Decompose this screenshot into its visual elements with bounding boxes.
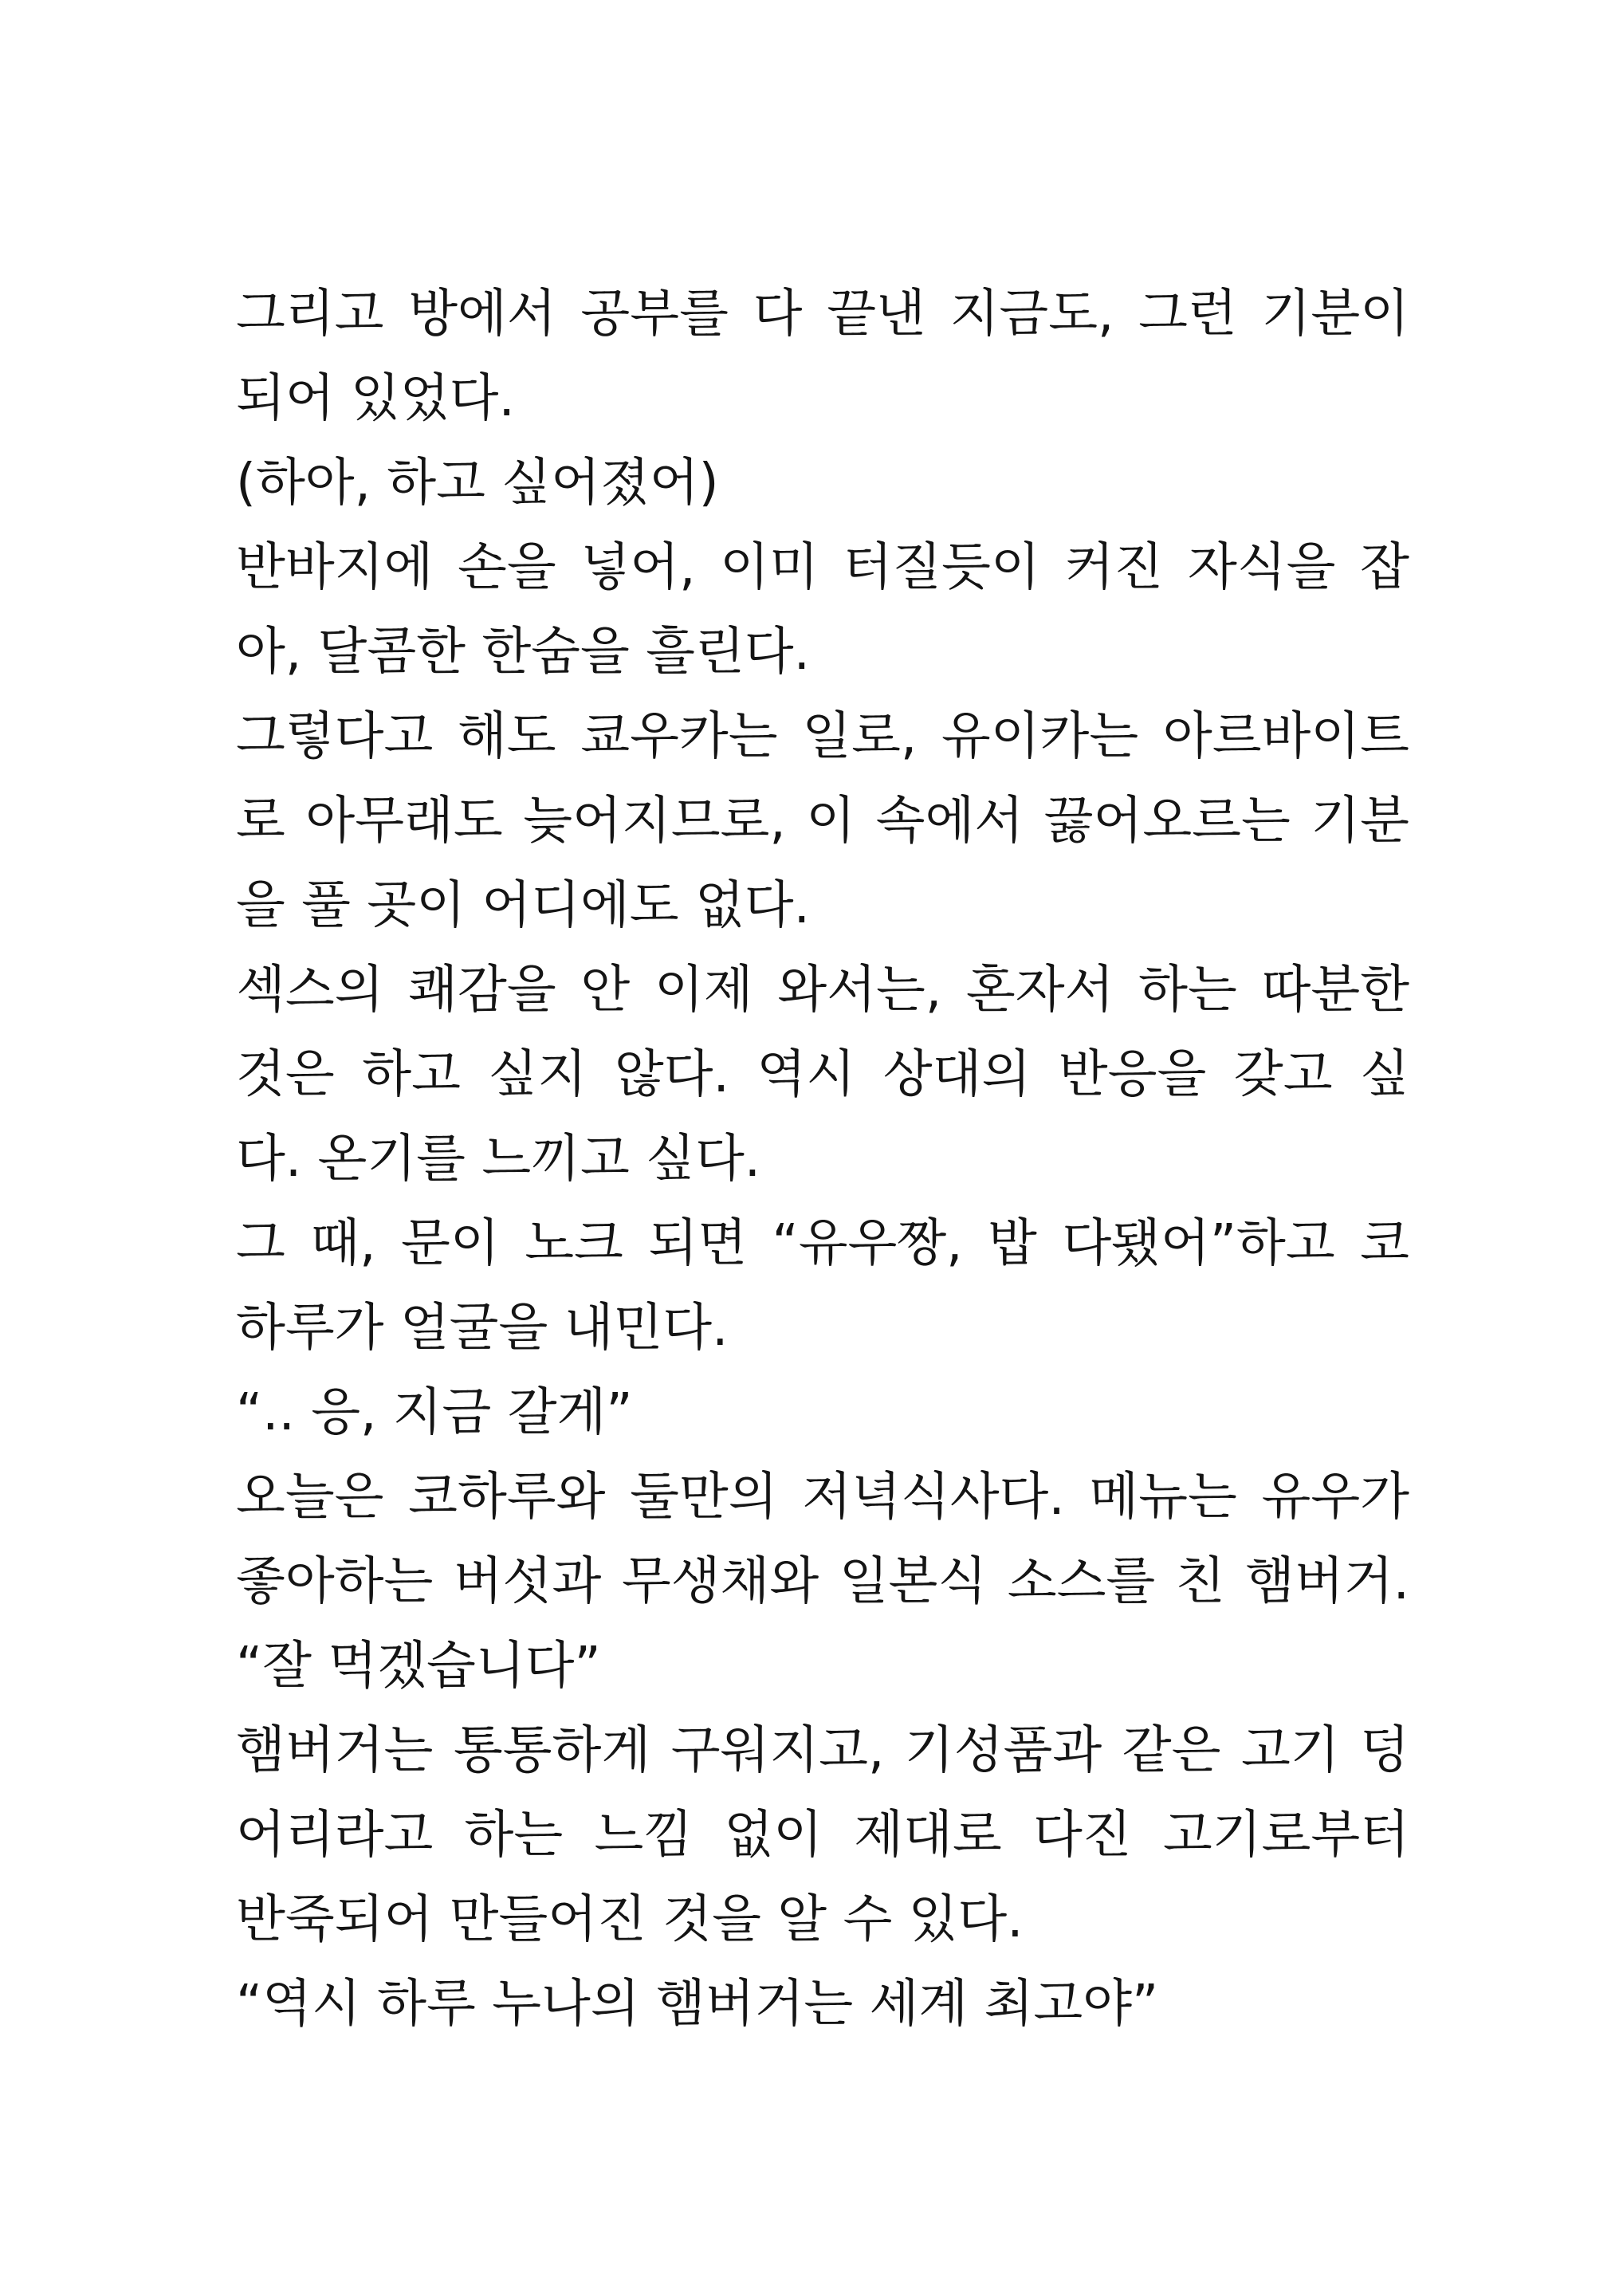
line-box: [236, 441, 1409, 525]
line-box: [236, 1032, 1409, 1117]
paragraph: [236, 1455, 1409, 1624]
line-box: [236, 1624, 1409, 1708]
line-box: [236, 1539, 1409, 1624]
text-line: 그 때, 문이 노크 되면 “유우짱, 밥 다됐어”하고 코: [236, 1214, 1409, 1273]
line-box: [236, 272, 1409, 356]
text-line: 햄버거는 통통하게 구워지고, 기성품과 같은 고기 덩: [236, 1721, 1409, 1780]
text-line: 을 풀 곳이 어디에도 없다.: [236, 876, 810, 935]
text-line: 다. 온기를 느끼고 싶다.: [236, 1130, 761, 1189]
text-line: 섹스의 쾌감을 안 이제 와서는, 혼자서 하는 따분한: [236, 961, 1409, 1020]
line-box: [236, 1370, 1409, 1455]
line-box: [236, 1201, 1409, 1286]
text-line: 되어 있었다.: [236, 369, 515, 428]
text-line: 오늘은 코하루와 둘만의 저녁식사다. 메뉴는 유우가: [236, 1468, 1409, 1527]
text-line: 하루가 얼굴을 내민다.: [236, 1299, 729, 1358]
paragraph: [236, 525, 1409, 694]
text-line: 그리고 방에서 공부를 다 끝낸 지금도, 그런 기분이: [236, 285, 1409, 344]
text-line: 어리라고 하는 느낌 없이 제대로 다진 고기로부터: [236, 1806, 1409, 1865]
text-line: 좋아하는 버섯과 무생채와 일본식 소스를 친 햄버거.: [236, 1552, 1409, 1611]
paragraph: [236, 1370, 1409, 1455]
line-box: [236, 779, 1409, 863]
line-box: [236, 863, 1409, 948]
paragraph: [236, 1624, 1409, 1708]
text-line: 그렇다고 해도 쿄우카는 일로, 유이카는 아르바이트: [236, 707, 1409, 766]
line-box: [236, 1793, 1409, 1877]
line-box: [236, 1962, 1409, 2046]
paragraph: [236, 272, 1409, 441]
paragraph: [236, 441, 1409, 525]
paragraph: [236, 1962, 1409, 2046]
line-box: [236, 694, 1409, 779]
text-line: 반바지에 손을 넣어, 이미 터질듯이 커진 자식을 잡: [236, 538, 1409, 597]
line-box: [236, 356, 1409, 441]
text-line: (하아, 하고 싶어졌어): [236, 454, 719, 513]
text-line: 것은 하고 싶지 않다. 역시 상대의 반응을 갖고 싶: [236, 1045, 1409, 1104]
document-body: [236, 272, 1409, 2046]
paragraph: [236, 694, 1409, 948]
line-box: [236, 1877, 1409, 1962]
text-line: “.. 응, 지금 갈게”: [236, 1383, 633, 1442]
line-box: [236, 1708, 1409, 1793]
text-line: “역시 하루 누나의 햄버거는 세계 최고야”: [236, 1975, 1159, 2034]
paragraph: [236, 1201, 1409, 1370]
line-box: [236, 1286, 1409, 1370]
line-box: [236, 1117, 1409, 1201]
line-box: [236, 610, 1409, 694]
text-line: 아, 달콤한 한숨을 흘린다.: [236, 623, 810, 682]
line-box: [236, 948, 1409, 1032]
line-box: [236, 525, 1409, 610]
line-box: [236, 1455, 1409, 1539]
text-line: “잘 먹겠습니다”: [236, 1637, 601, 1696]
text-line: 로 아무래도 늦어지므로, 이 속에서 끓어오르는 기분: [236, 792, 1409, 851]
paragraph: [236, 1708, 1409, 1962]
text-line: 반죽되어 만들어진 것을 알 수 있다.: [236, 1890, 1024, 1949]
paragraph: [236, 948, 1409, 1201]
